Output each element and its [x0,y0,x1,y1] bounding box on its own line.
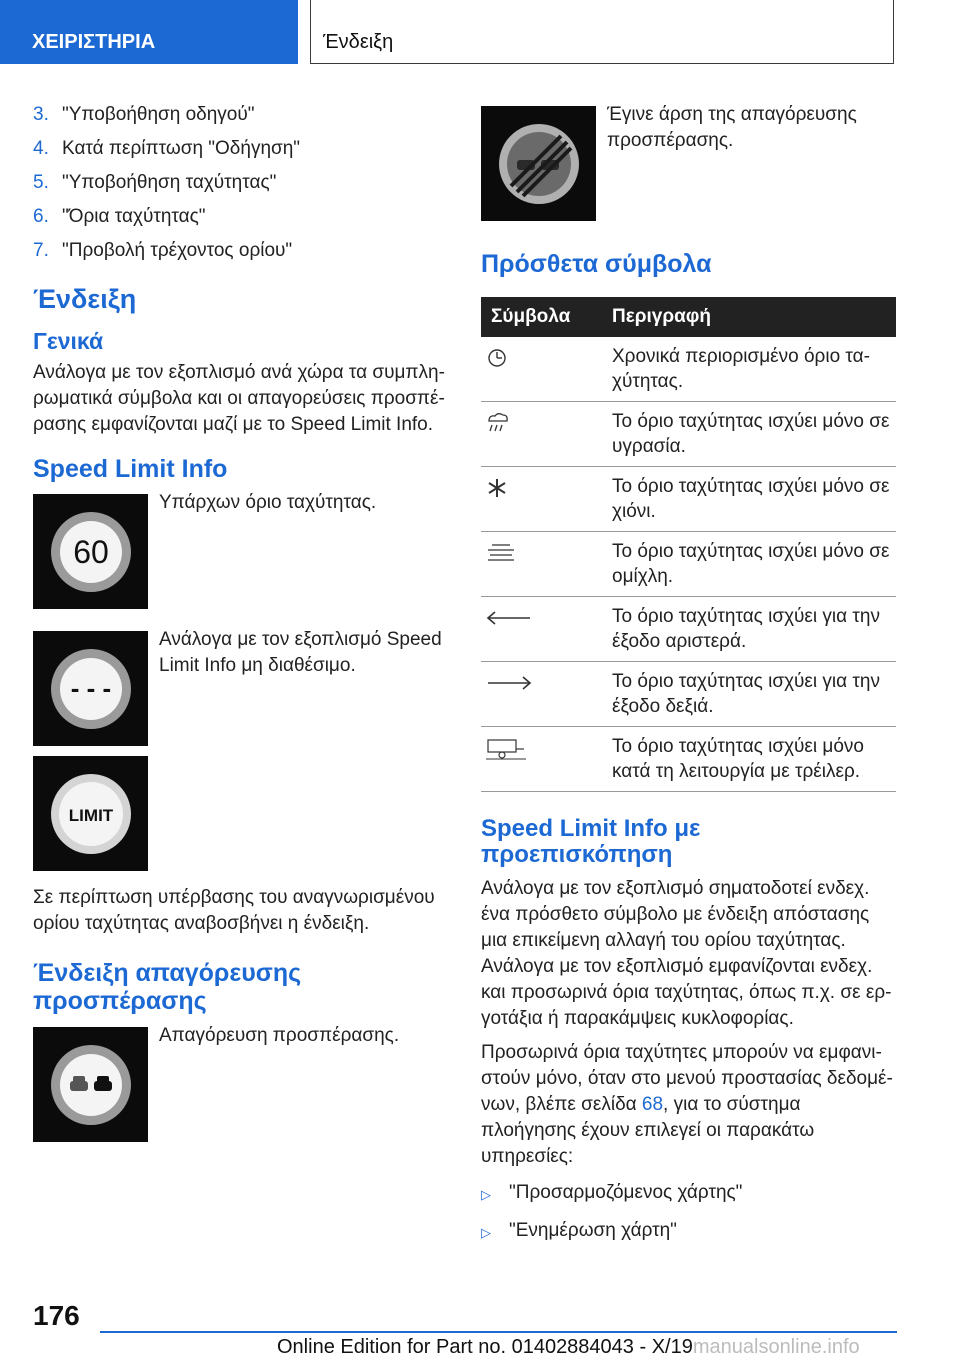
watermark: manualsonline.info [692,1336,860,1358]
snowflake-icon [484,477,514,499]
exceed-paragraph: Σε περίπτωση υπέρβασης του αναγνωρισμένου ορίου ταχύτητας αναβοσβήνει η ένδειξη. [33,887,435,934]
general-paragraph: Ανάλογα με τον εξοπλισμό ανά χώρα τα συμπλη-ρωματικά σύμβολα και οι απαγορεύσεις προσπέ-ρασης εμφανίζονται μαζί με το Speed Limit Info. [33,362,445,435]
description-cell: Χρονικά περιορισμένο όριο τα-χύτητας. [604,337,896,402]
list-item [33,170,448,204]
list-item [33,136,448,170]
bullet-item [481,1180,896,1208]
heading-speed-limit-info: Speed Limit Info [33,455,228,483]
preview-paragraph: Ανάλογα με τον εξοπλισμό σηματοδοτεί ενδεχ. ένα πρόσθετο σύμβολο με ένδειξη απόστασης μια επικείμενη αλλαγή του ορίου ταχύτητας. Ανάλογα με τον εξοπλισμό εμφανίζονται ενδεχ. και προσωρινά όρια ταχύτητας, όπως π.χ. σε ερ-γοτάξια ή παρακάμψεις κυκλοφορίας. [481,878,892,1029]
no-overtaking-description: Απαγόρευση προσπέρασης. [159,1025,400,1046]
table-row [481,402,896,467]
clock-icon [484,347,514,369]
symbol-cell [481,532,604,597]
symbol-cell [481,467,604,532]
heading-overtake-line1: Ένδειξη απαγόρευσης [33,959,302,987]
sign-row-overtake [33,1027,448,1142]
sign-60-description: Υπάρχων όριο ταχύτητας. [159,492,377,513]
no-overtaking-sign-image [33,1027,148,1142]
list-text: Κατά περίπτωση "Οδήγηση" [62,138,301,159]
section-header [310,0,894,64]
table-header-row [481,297,896,337]
symbol-cell [481,597,604,662]
triangle-bullet-icon: ▷ [481,1225,491,1240]
list-text: "Όρια ταχύτητας" [62,206,206,227]
sign-row-60 [33,494,448,609]
end-no-overtaking-description: Έγινε άρση της απαγόρευσης προσπέρασης. [607,104,857,151]
chapter-tab [0,0,298,64]
sign-60-label: 60 [73,534,109,570]
list-number: 7. [33,240,49,261]
table-row [481,467,896,532]
arrow-left-icon [484,607,534,629]
bullet-item [481,1218,896,1246]
section-title: Ένδειξη [323,31,394,53]
list-item [33,102,448,136]
description-cell: Το όριο ταχύτητας ισχύει μόνο σε ομίχλη. [604,532,896,597]
heading-general: Γενικά [33,328,104,354]
heading-preview: Speed Limit Info με προεπισκόπηση [481,815,701,868]
temporary-limits-paragraph [481,1040,896,1170]
sign-row-overtake-end [481,106,896,221]
list-number: 5. [33,172,49,193]
symbol-cell [481,402,604,467]
list-text: "Υποβοήθηση ταχύτητας" [62,172,277,193]
table-row [481,727,896,792]
table-row [481,337,896,402]
symbol-cell [481,662,604,727]
symbols-table [481,297,896,792]
list-number: 3. [33,104,49,125]
list-text: "Προβολή τρέχοντος ορίου" [62,240,293,261]
page-number: 176 [33,1300,80,1331]
arrow-right-icon [484,672,534,694]
heading-additional-symbols: Πρόσθετα σύμβολα [481,250,712,278]
bullet-text: "Προσαρμοζόμενος χάρτης" [509,1182,743,1203]
list-item [33,238,448,272]
symbol-cell [481,337,604,402]
list-number: 4. [33,138,49,159]
fog-icon [484,542,518,564]
ordered-list [33,102,448,272]
edition-text: Online Edition for Part no. 01402884043 - X/19 [277,1336,693,1358]
sign-unavailable-description: Ανάλογα με τον εξοπλισμό Speed Limit Info μη διαθέσιμο. [159,629,442,676]
end-no-overtaking-sign-image [481,106,596,221]
sign-row-limit [33,756,448,871]
column-header-symbol: Σύμβολα [481,297,604,337]
temp-text-after: , για το σύστημα πλοήγησης έχουν επιλεγεί οι παρακάτω υπηρεσίες: [481,1094,815,1167]
chapter-title: ΧΕΙΡΙΣΤΗΡΙΑ [32,31,156,53]
footer-text [277,1336,860,1359]
table-row [481,532,896,597]
heading-main: Ένδειξη [33,284,137,314]
description-cell: Το όριο ταχύτητας ισχύει για την έξοδο δεξιά. [604,662,896,727]
heading-overtake-line2: προσπέρασης [33,987,207,1015]
description-cell: Το όριο ταχύτητας ισχύει μόνο κατά τη λειτουργία με τρέιλερ. [604,727,896,792]
speed-sign-60-image [33,494,148,609]
triangle-bullet-icon: ▷ [481,1187,491,1202]
heading-overtake [33,959,448,1015]
page-link[interactable]: 68 [641,1094,664,1115]
speed-sign-limit-image [33,756,148,871]
table-row [481,662,896,727]
sign-dash-label: - - - [70,673,112,703]
table-row [481,597,896,662]
sign-row-unavailable [33,631,448,746]
description-cell: Το όριο ταχύτητας ισχύει μόνο σε υγρασία. [604,402,896,467]
symbol-cell [481,727,604,792]
list-number: 6. [33,206,49,227]
speed-sign-unavailable-image [33,631,148,746]
trailer-icon [484,737,528,761]
list-item [33,204,448,238]
list-text: "Υποβοήθηση οδηγού" [62,104,255,125]
sign-limit-label: LIMIT [68,806,114,825]
bullet-text: "Ενημέρωση χάρτη" [509,1220,677,1241]
footer-divider [100,1331,897,1333]
column-header-description: Περιγραφή [604,297,896,337]
temp-text-before: Προσωρινά όρια ταχύτητες μπορούν να εμφανι-στούν μόνο, όταν στο μενού προστασίας δεδομέ-νων, βλέπε σελίδα [481,1042,893,1115]
left-column [33,102,448,1142]
description-cell: Το όριο ταχύτητας ισχύει για την έξοδο αριστερά. [604,597,896,662]
rain-icon [484,412,514,434]
description-cell: Το όριο ταχύτητας ισχύει μόνο σε χιόνι. [604,467,896,532]
right-column [481,102,896,1246]
